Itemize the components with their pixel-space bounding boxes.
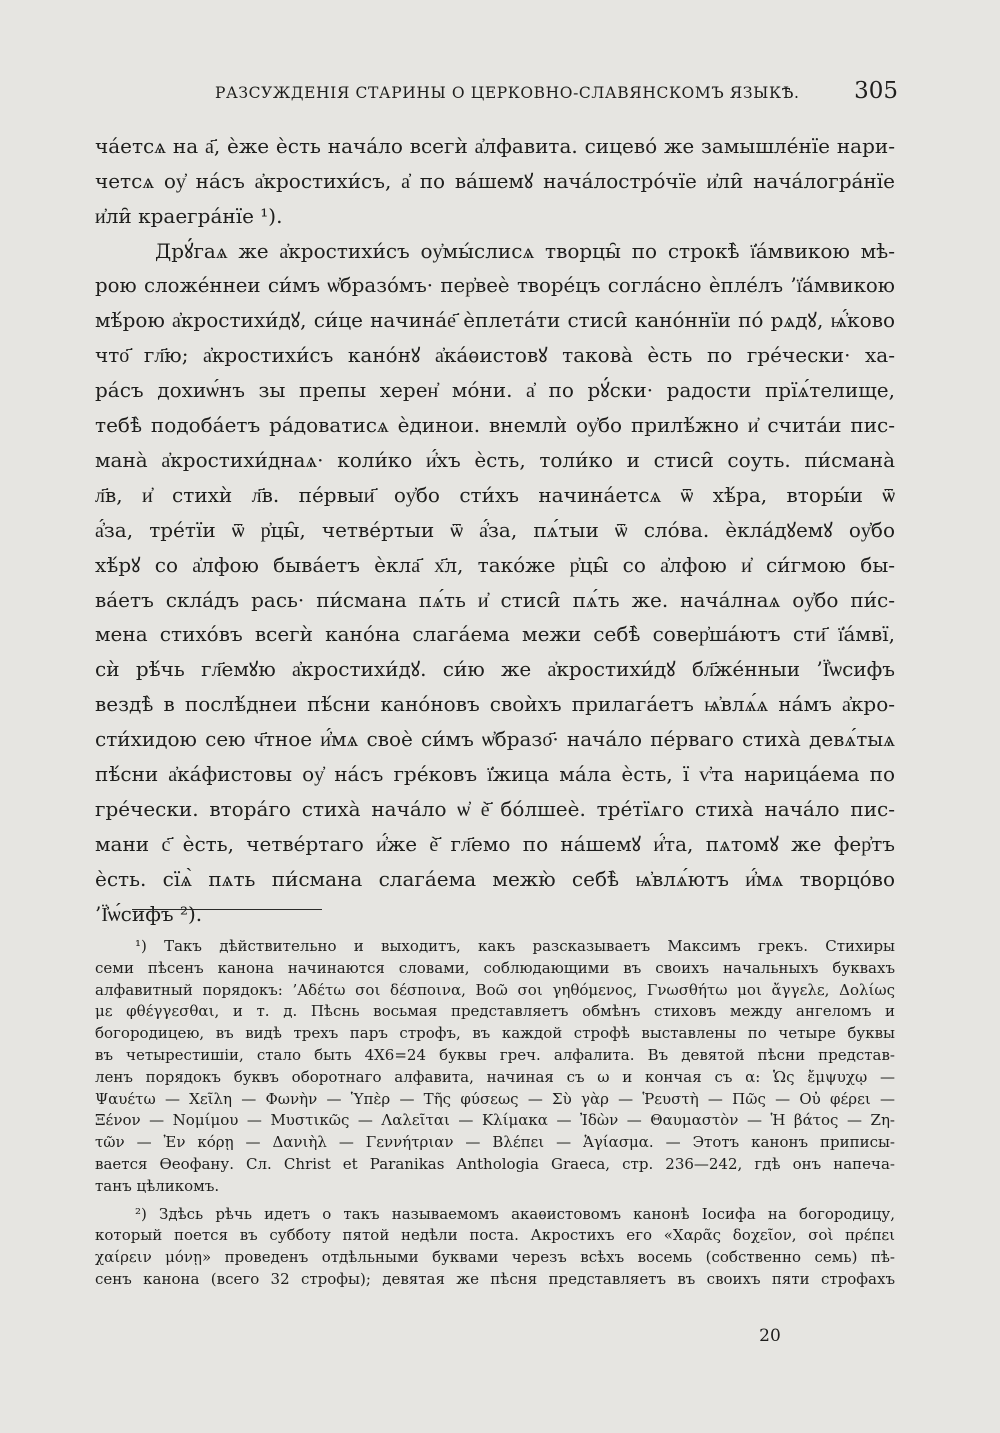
text-line: четсѧ оу҆ нáсъ а҆кростихи́съ, а҆ по вáшемꙋ начáлострóчїе и҆ли̑ начáлогрáнїе xyxy=(95,168,895,193)
text-line: вáетъ склáдъ рась· пи́смана пѧ́ть и҆ стиси̑ пѧ́ть же. начáлнаѧ оу҆бо пи́с- xyxy=(95,587,895,612)
text-line: что҃ гл҃ю; а҆кростихи́съ канóнꙋ а҆кáѳистовꙋ такова̀ ѐсть по грéчески· ха- xyxy=(95,343,895,368)
text-line: мена стихóвъ всегѝ канóна слагáема межи себѣ̀ совер҆шáютъ сти҃ ї҆áмвї, xyxy=(95,622,895,647)
text-line: грéчески. вторáго стиха̀ начáло ѡ҆ ѐ҃ бóлшеѐ. трéтїѧго стиха̀ начáло пис- xyxy=(95,796,895,821)
footnote-line: Ξένον — Νομίμου — Μυστικῶς — Λαλεῖται — Κλίμακα — Ἰδὼν — Θαυμαστὸν — Ἡ βάτος — Ζη- xyxy=(95,1111,895,1130)
text-line: Дрꙋ́гаѧ же а҆кростихи́съ оу҆мы́слисѧ творцы̑ по строкѣ̀ ї҆áмвикою мѣ- xyxy=(155,238,895,263)
text-line: сти́хидою сею ч҃тное и҆́мѧ своѐ си́мъ ѡ҆бразо҃· начáло пéрваго стиха̀ девѧ́тыѧ xyxy=(95,727,895,752)
page-number: 305 xyxy=(854,78,898,104)
footnote-line: семи пѣсенъ канона начинаются словами, соблюдающими въ своихъ начальныхъ буквахъ xyxy=(95,958,895,977)
footnote-line: με φθέγγεσθαι, и т. д. Пѣснь восьмая представляетъ обмѣнъ стиховъ между ангеломъ и xyxy=(95,1002,895,1021)
text-line: а҆́за, трéтїи ѿ р҆цы̑, четвéртыи ѿ а҆́за, пѧ́тыи ѿ слóва. ѐкла́дꙋемꙋ оу҆бо xyxy=(95,517,895,542)
footnote-line: ²) Здѣсь рѣчь идетъ о такъ называемомъ акаѳистовомъ канонѣ Іосифа на богородицу, xyxy=(135,1204,895,1223)
footnote-line: въ четырестишіи, стало быть 4X6=24 буквы греч. алфалита. Въ девятой пѣсни представ- xyxy=(95,1045,895,1064)
text-line: хѣ́рꙋ со а҆лфою бывáетъ ѐкла҃ х҃л, такóже р҆цы̑ со а҆лфою и҆ си́гмою бы- xyxy=(95,552,895,577)
footnote-line: ¹) Такъ дѣйствительно и выходитъ, какъ разсказываетъ Максимъ грекъ. Стихиры xyxy=(135,937,895,955)
footnote-line: вается Ѳеофану. Сл. Christ et Paranikas Anthologia Graeca, стр. 236—242, гдѣ онъ напеча- xyxy=(95,1154,895,1173)
text-line: мани с҃ ѐсть, четвéртаго и҆́же ѐ҃ гл҃емо по нáшемꙋ и҆́та, пѧтомꙋ же фер҆тъ xyxy=(95,831,895,856)
footnote-line: Ψαυέτω — Χεῖλη — Φωνὴν — Ὑπὲρ — Τῆς φύσεως — Σὺ γὰρ — Ῥευστὴ — Πῶς — Οὐ φέρει — xyxy=(95,1089,895,1108)
text-line: пѣ́сни а҆кáфистовы оу҆ нáсъ грéковъ ї҆жица мáла ѐсть, ї ѵ҆та нарицáема по xyxy=(95,762,895,787)
text-line: мана̀ а҆кростихи́днаѧ· коли́ко и҆́хъ ѐсть, толи́ко и стиси̑ соуть. пи́смана̀ xyxy=(95,448,895,473)
signature-mark: 20 xyxy=(759,1326,781,1346)
footnote-line: алфавитный порядокъ: ’Αδέτω σοι δέσποινα, Βοῶ σοι γηθόμενος, Γνωσθήτω μοι ἄγγελε, Δολίως xyxy=(95,980,895,999)
text-line: рою сложéннеи си́мъ ѡ҆бразóмъ· пер҆веѐ творéцъ соглáсно ѐплéлъ ’ї҆áмвикою xyxy=(95,273,895,297)
footnote-line: который поется въ субботу пятой недѣли поста. Акростихъ его «Χαρᾶς δοχεῖον, σοὶ πρέπει xyxy=(95,1226,895,1245)
text-line: рáсъ дохиѡ́нъ зы препы херен҆ мóни. а҆ по рꙋ́ски· радости прїѧ́телище, xyxy=(95,378,895,403)
text-line: ѐсть. сїѧ̀ пѧть пи́смана слагáема межю̀ себѣ̀ ѩ҆влѧ́ютъ и҆́мѧ творцóво xyxy=(95,866,895,891)
text-line: чáетсѧ на а҃, ѐже ѐсть начáло всегѝ а҆лфавита. сицевó же замышлéнїе нари- xyxy=(95,134,895,158)
text-line: тебѣ̀ подобáетъ рáдоватисѧ ѐдинои. внемлѝ оу҆бо прилѣ́жно и҆ считáи пис- xyxy=(95,413,895,438)
footnote-line: χαίρειν μόνῃ» проведенъ отдѣльными буквами черезъ всѣхъ восемь (собственно семь) пѣ- xyxy=(95,1248,895,1267)
text-line: вездѣ̀ в послѣ́днеи пѣ́сни канóновъ своѝхъ прилагáетъ ѩ҆влѧ́ѧ нáмъ а҆кро- xyxy=(95,692,895,717)
text-line: мѣ́рою а҆кростихи́дꙋ, си́це начинáе҃ ѐплетáти стиси̑ канóннїи пó рѧдꙋ, ѩ҆́ково xyxy=(95,308,895,333)
text-line: ’Ї҆ѡ́сифъ ²). xyxy=(95,901,203,926)
text-line: и҆ли̑ краегрáнїе ¹). xyxy=(95,203,283,228)
running-title: РАЗСУЖДЕНІЯ СТАРИНЫ О ЦЕРКОВНО-СЛАВЯНСКОМЪ ЯЗЫКѢ. xyxy=(215,84,800,102)
footnote-line: танъ цѣликомъ. xyxy=(95,1176,220,1195)
footnote-line: ленъ порядокъ буквъ оборотнаго алфавита, начиная съ ω и кончая съ α: Ὡς ἔμψυχῳ — xyxy=(95,1067,895,1086)
footnote-separator xyxy=(132,909,322,910)
footnote-1 xyxy=(95,936,895,1198)
main-text xyxy=(95,129,895,931)
text-line: л҃в, и҆ стихѝ л҃в. пéрвыи҃ оу҆бо сти́хъ начинáетсѧ ѿ хѣ́ра, вторы́и ѿ xyxy=(95,482,895,507)
footnote-2 xyxy=(95,1204,895,1291)
footnote-line: богородицею, въ видѣ трехъ паръ строфъ, въ каждой строфѣ выставлены по четыре буквы xyxy=(95,1024,895,1043)
footnote-line: сенъ канона (всего 32 строфы); девятая же пѣсня представляетъ въ своихъ пяти строфахъ xyxy=(95,1269,895,1288)
footnotes xyxy=(95,936,895,1291)
text-line: сѝ рѣ́чь гл҃емꙋю а҆кростихи́дꙋ. си́ю же а҆кростихи́дꙋ бл҃жéнныи ’Ї҆ѡсифъ xyxy=(95,657,895,682)
footnote-line: τῶν — Ἐν κόρῃ — Δανιὴλ — Γεννήτριαν — Βλέπει — Ἁγίασμα. — Этотъ канонъ приписы- xyxy=(95,1133,895,1152)
